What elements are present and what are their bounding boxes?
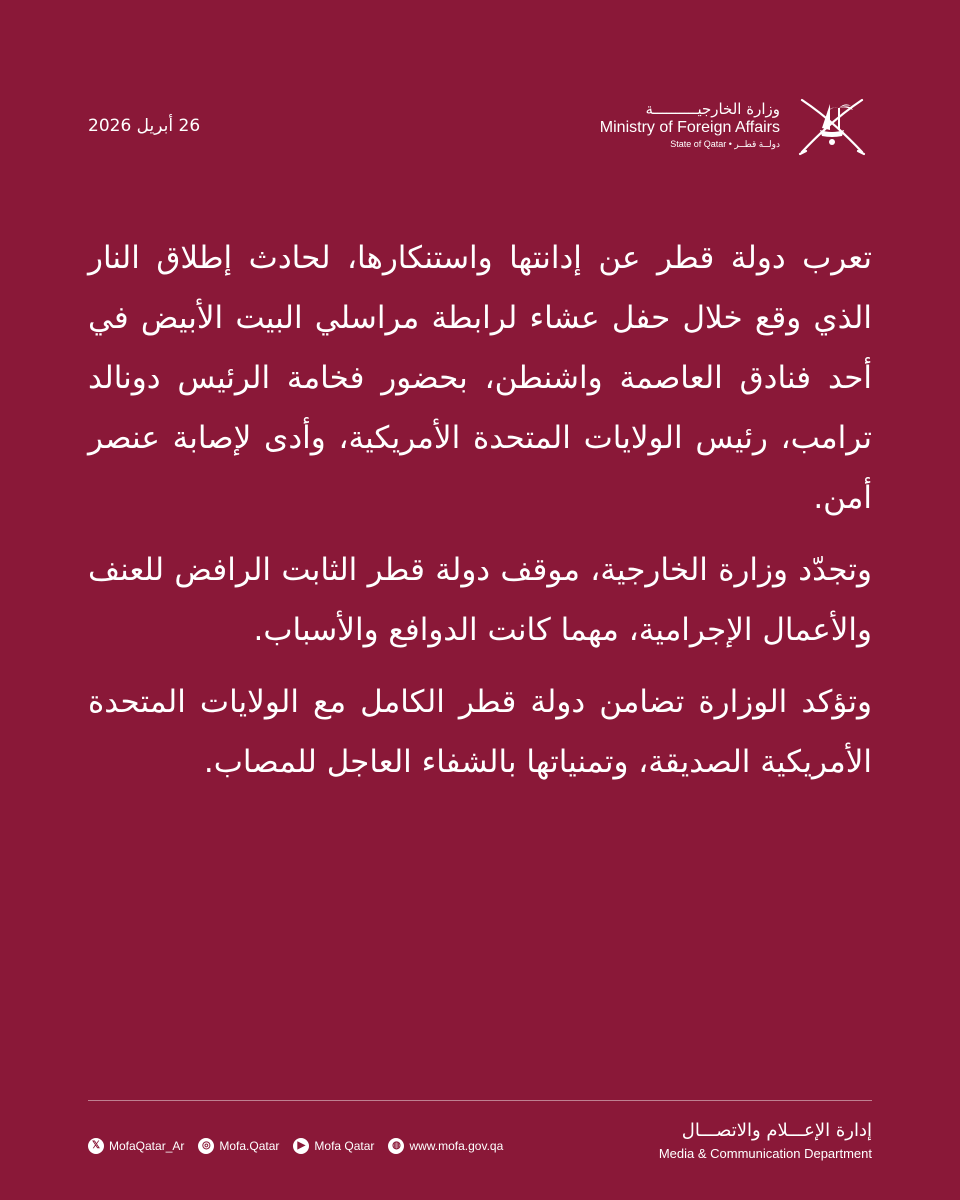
statement-paragraph: وتؤكد الوزارة تضامن دولة قطر الكامل مع الولايات المتحدة الأمريكية الصديقة، وتمنياتها بالشفاء العاجل للمصاب. (88, 684, 872, 780)
ministry-name-ar: وزارة الخارجيــــــــــة (645, 100, 780, 118)
website-url: www.mofa.gov.qa (409, 1139, 504, 1153)
social-handle: Mofa.Qatar (219, 1139, 280, 1153)
social-link-x[interactable] (88, 1138, 184, 1154)
statement-body (88, 228, 872, 804)
ministry-logo (600, 90, 872, 160)
social-link-instagram[interactable] (198, 1138, 279, 1154)
footer-divider (88, 1100, 872, 1101)
social-link-website[interactable] (388, 1138, 503, 1154)
ministry-name-en: Ministry of Foreign Affairs (599, 119, 780, 136)
statement-date: 26 أبريل 2026 (88, 116, 201, 136)
instagram-icon: ◎ (198, 1138, 214, 1154)
state-of-qatar-label: State of Qatar • دولــة قطــر (670, 139, 780, 149)
statement-paragraph: تعرب دولة قطر عن إدانتها واستنكارها، لحادث إطلاق النار الذي وقع خلال حفل عشاء لرابطة مراسلي البيت الأبيض في أحد فنادق العاصمة واشنطن، بحضور فخامة الرئيس دونالد ترامب، رئيس الولايات المتحدة الأمريكية، وأدى لإصابة عنصر أمن. (88, 240, 872, 516)
department-name-en: Media & Communication Department (658, 1146, 872, 1161)
ministry-name (600, 100, 780, 150)
globe-icon: ◍ (388, 1138, 404, 1154)
social-handle: Mofa Qatar (314, 1139, 375, 1153)
statement-paragraph: وتجدّد وزارة الخارجية، موقف دولة قطر الثابت الرافض للعنف والأعمال الإجرامية، مهما كانت الدوافع والأسباب. (88, 552, 872, 648)
qatar-emblem-icon (792, 90, 872, 160)
social-links (88, 1138, 503, 1154)
department-name-ar: إدارة الإعـــلام والاتصـــال (681, 1120, 872, 1141)
youtube-icon: ▶ (293, 1138, 309, 1154)
department-label (659, 1118, 872, 1164)
social-handle: MofaQatar_Ar (109, 1139, 185, 1153)
x-icon: 𝕏 (88, 1138, 104, 1154)
social-link-youtube[interactable] (293, 1138, 374, 1154)
